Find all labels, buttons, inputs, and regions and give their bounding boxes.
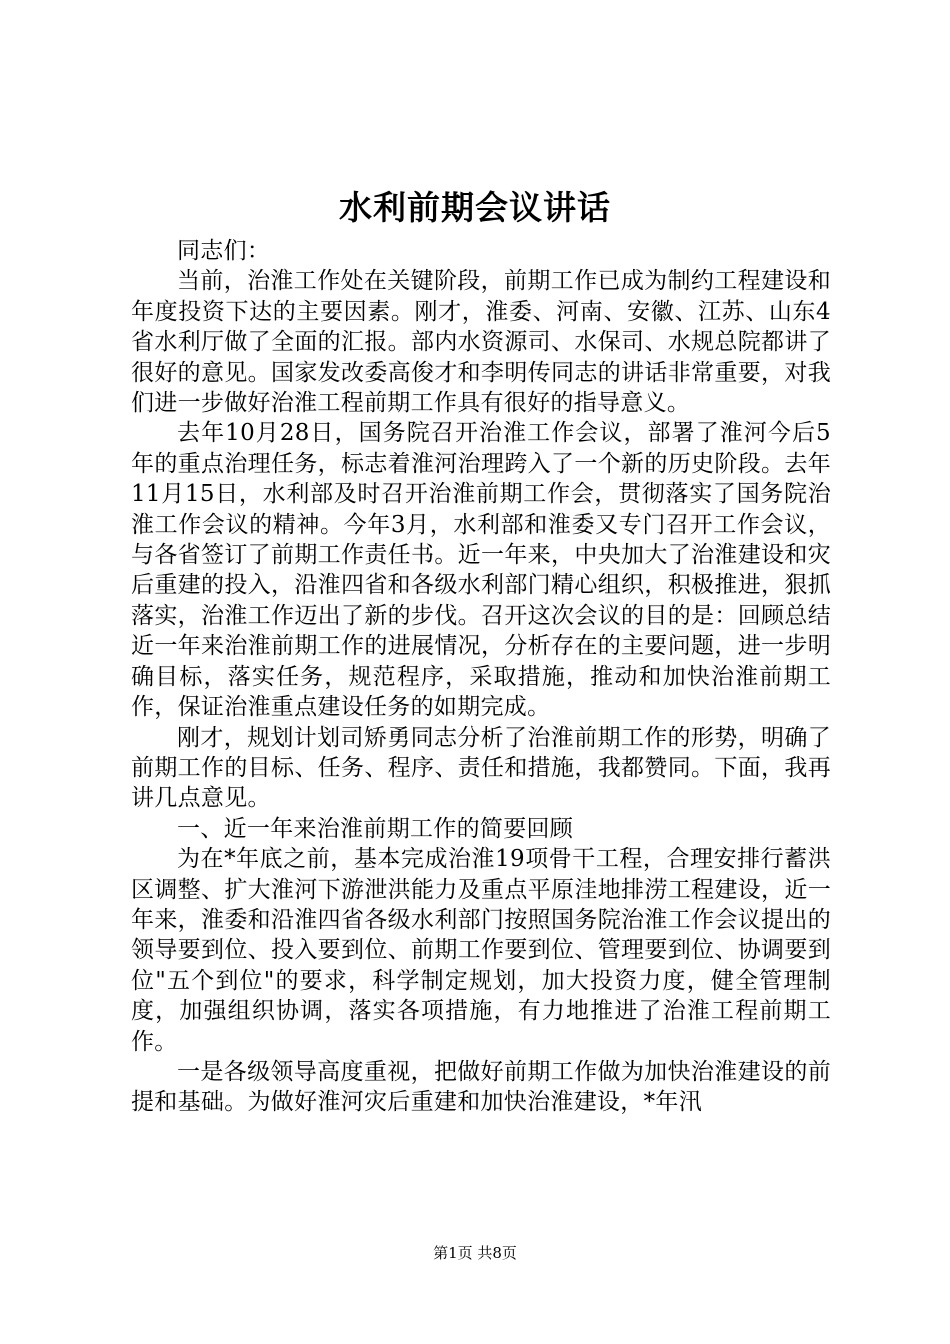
page-number-footer: 第1页 共8页	[433, 1244, 517, 1262]
paragraph: 为在*年底之前，基本完成治淮19项骨干工程，合理安排行蓄洪区调整、扩大淮河下游泄洪能力及重点平原洼地排涝工程建设，近一年来，淮委和沿淮四省各级水利部门按照国务院治淮工作会议提出的领导要到位、投入要到位、前期工作要到位、管理要到位、协调要到位"五个到位"的要求，科学制定规划，加大投资力度，健全管理制度，加强组织协调，落实各项措施，有力地推进了治淮工程前期工作。	[131, 846, 831, 1055]
paragraph: 一是各级领导高度重视，把做好前期工作做为加快治淮建设的前提和基础。为做好淮河灾后重建和加快治淮建设，*年汛	[131, 1058, 831, 1116]
document-body	[131, 236, 831, 1118]
section-heading: 一、近一年来治淮前期工作的简要回顾	[177, 815, 574, 842]
paragraph: 刚才，规划计划司矫勇同志分析了治淮前期工作的形势，明确了前期工作的目标、任务、程序、责任和措施，我都赞同。下面，我再讲几点意见。	[131, 724, 831, 812]
paragraph: 去年10月28日，国务院召开治淮工作会议，部署了淮河今后5年的重点治理任务，标志着淮河治理跨入了一个新的历史阶段。去年11月15日，水利部及时召开治淮前期工作会，贯彻落实了国务院治淮工作会议的精神。今年3月，水利部和淮委又专门召开工作会议，与各省签订了前期工作责任书。近一年来，中央加大了治淮建设和灾后重建的投入，沿淮四省和各级水利部门精心组织，积极推进，狠抓落实，治淮工作迈出了新的步伐。召开这次会议的目的是：回顾总结近一年来治淮前期工作的进展情况，分析存在的主要问题，进一步明确目标，落实任务，规范程序，采取措施，推动和加快治淮前期工作，保证治淮重点建设任务的如期完成。	[131, 420, 831, 721]
document-title: 水利前期会议讲话	[339, 188, 611, 227]
salutation: 同志们：	[177, 238, 271, 264]
paragraph: 当前，治淮工作处在关键阶段，前期工作已成为制约工程建设和年度投资下达的主要因素。刚才，淮委、河南、安徽、江苏、山东4省水利厅做了全面的汇报。部内水资源司、水保司、水规总院都讲了很好的意见。国家发改委高俊才和李明传同志的讲话非常重要，对我们进一步做好治淮工程前期工作具有很好的指导意义。	[131, 268, 831, 417]
